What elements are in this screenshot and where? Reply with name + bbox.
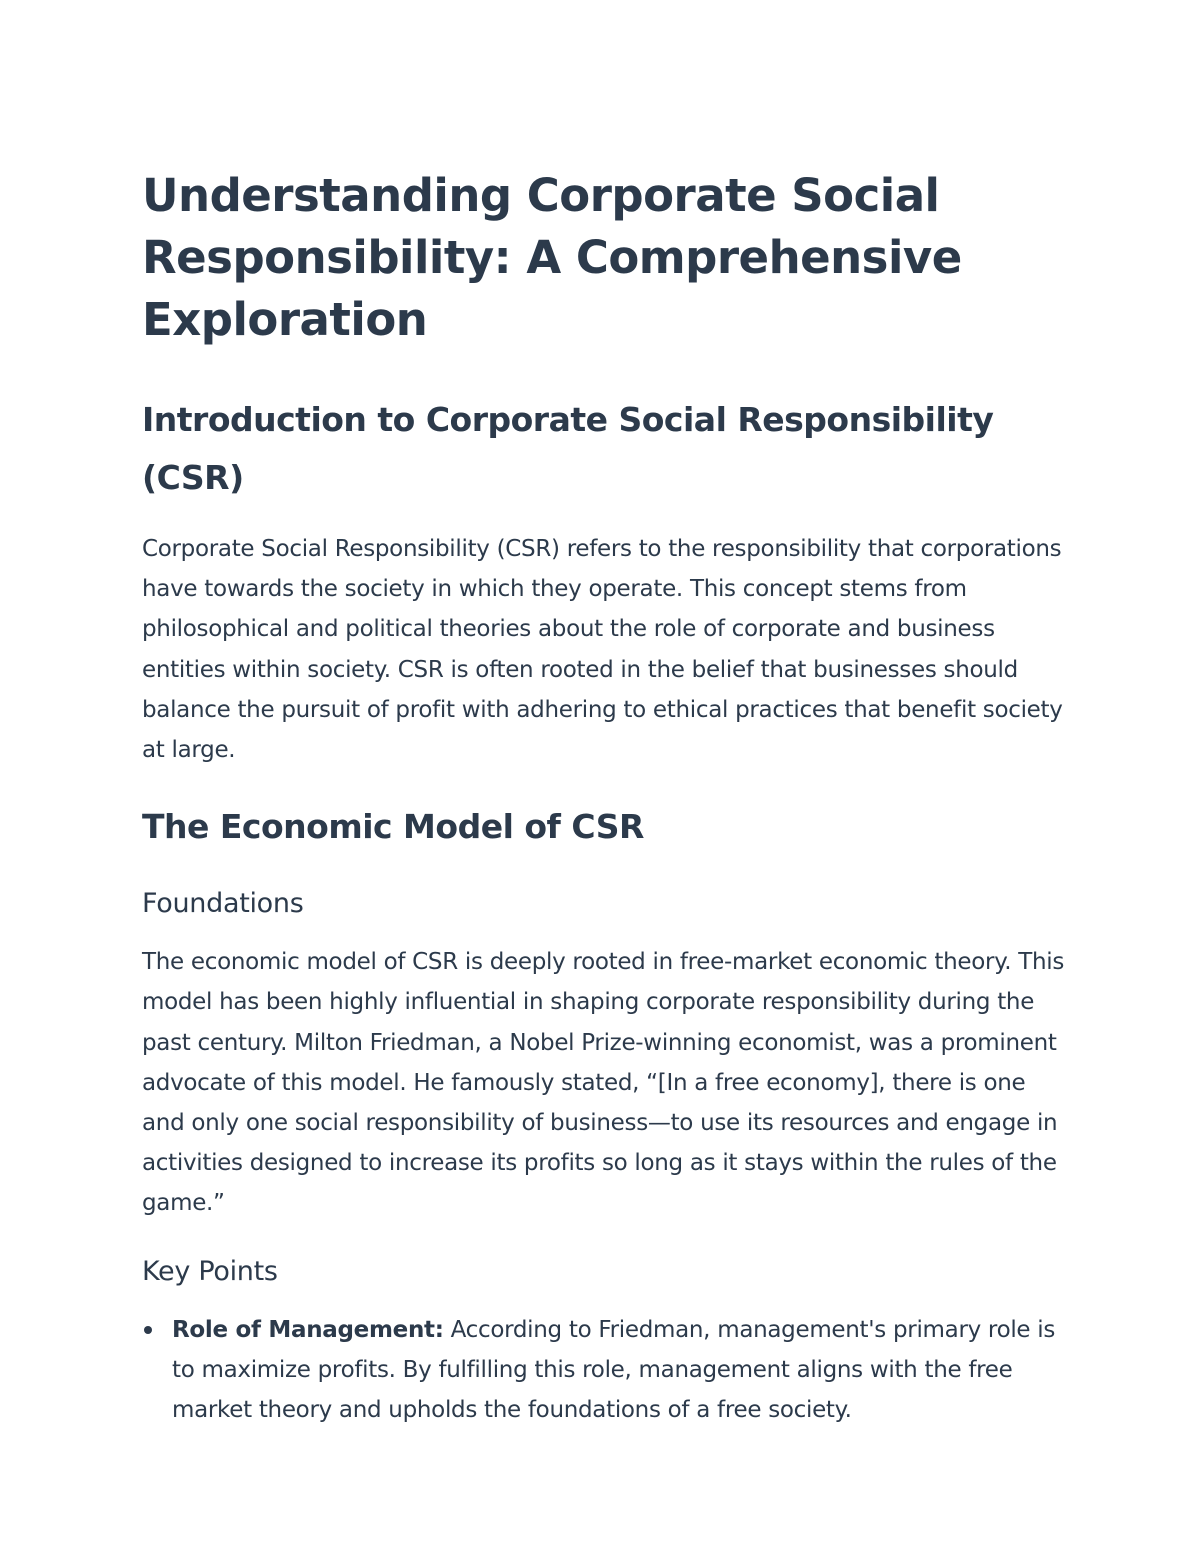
foundations-paragraph: The economic model of CSR is deeply rooted in free-market economic theory. This model has been highly influential in shaping corporate responsibility during the past century. Milton Friedman, a Nobel Prize-winning economist, was a prominent advocate of this model. He famously stated, “[In a free economy], there is one and only one social responsibility of business—to use its resources and engage in activities designed to increase its profits so long as it stays within the rules of the game.” (142, 949, 1065, 1217)
document-title: Understanding Corporate Social Responsibility: A Comprehensive Exploration (142, 169, 962, 346)
list-item-text: According to Friedman, management's primary role is to maximize profits. By fulfilling this role, management aligns with the free market theory and upholds the foundations of a free society. (172, 1316, 1056, 1424)
subsection-heading-foundations: Foundations (142, 888, 304, 920)
list-item-term: Role of Management: (172, 1316, 444, 1343)
section-heading-economic-model: The Economic Model of CSR (142, 807, 644, 847)
list-item (142, 1310, 1072, 1431)
subsection-heading-key-points: Key Points (142, 1255, 278, 1287)
key-points-list (142, 1310, 1072, 1431)
introduction-paragraph: Corporate Social Responsibility (CSR) refers to the responsibility that corporations have towards the society in which they operate. This concept stems from philosophical and political theories about the role of corporate and business entities within society. CSR is often rooted in the belief that businesses should balance the pursuit of profit with adhering to ethical practices that benefit society at large. (142, 536, 1063, 764)
section-heading-introduction: Introduction to Corporate Social Responsibility (CSR) (142, 400, 994, 497)
document-page (142, 165, 1072, 1430)
bullet-icon (144, 1326, 152, 1334)
